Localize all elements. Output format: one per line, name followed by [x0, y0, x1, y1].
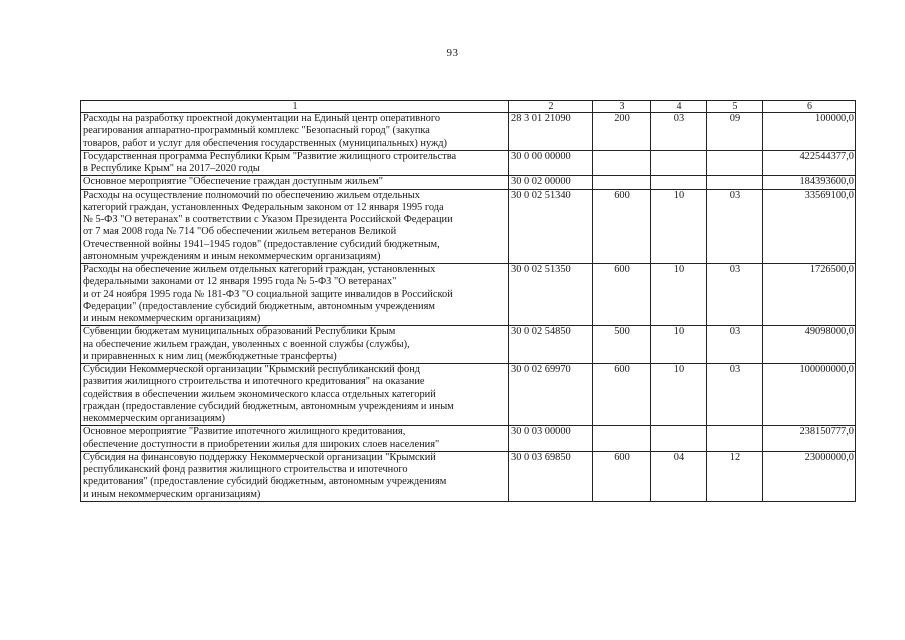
table-row [81, 326, 856, 364]
target-article-code: 30 0 02 69970 [509, 364, 593, 426]
header-col-4: 4 [651, 101, 707, 113]
header-col-2: 2 [509, 101, 593, 113]
description-line: на обеспечение жильем граждан, уволенных с военной службы (службы), [83, 338, 410, 350]
subsection-code [707, 426, 763, 452]
expense-type-code: 600 [593, 264, 651, 326]
subsection-code: 09 [707, 113, 763, 151]
amount-value: 33569100,0 [763, 189, 856, 264]
row-description [81, 451, 509, 501]
description-line: и приравненных к ним лиц (межбюджетные трансферты) [83, 350, 337, 362]
row-description [81, 113, 509, 151]
description-line: кредитования" (предоставление субсидий бюджетным, автономным учреждениям [83, 476, 447, 488]
row-description [81, 426, 509, 452]
amount-value: 100000,0 [763, 113, 856, 151]
description-line: граждан (предоставление субсидий бюджетным, автономным учреждениям и иным [83, 400, 454, 412]
description-line: в Республике Крым" на 2017–2020 годы [83, 163, 260, 174]
description-line: и иным некоммерческим организациям) [83, 488, 261, 500]
expense-type-code: 600 [593, 364, 651, 426]
description-line: № 5-ФЗ "О ветеранах" в соответствии с Указом Президента Российской Федерации [83, 214, 453, 225]
description-line: Субвенции бюджетам муниципальных образований Республики Крым [83, 326, 396, 338]
expense-type-code [593, 176, 651, 189]
description-line: от 7 мая 2008 года № 714 "Об обеспечении жильем ветеранов Великой [83, 226, 397, 238]
table-row [81, 264, 856, 326]
subsection-code: 03 [707, 264, 763, 326]
description-line: Субсидия на финансовую поддержку Некоммерческой организации "Крымский [83, 451, 436, 463]
header-col-1: 1 [81, 101, 509, 113]
subsection-code: 03 [707, 364, 763, 426]
description-line: и иным некоммерческим организациям) [83, 313, 261, 324]
description-line: федеральными законами от 12 января 1995 года № 5-ФЗ "О ветеранах" [83, 276, 397, 288]
subsection-code [707, 150, 763, 176]
expense-type-code [593, 150, 651, 176]
target-article-code: 30 0 03 69850 [509, 451, 593, 501]
amount-value: 422544377,0 [763, 150, 856, 176]
target-article-code: 30 0 02 00000 [509, 176, 593, 189]
description-line: республиканский фонд развития жилищного строительства и ипотечного [83, 464, 408, 475]
description-line: Государственная программа Республики Крым "Развитие жилищного строительства [83, 150, 457, 162]
description-line: категорий граждан, установленных Федеральным законом от 12 января 1995 года [83, 201, 444, 213]
section-code: 03 [651, 113, 707, 151]
description-line: Расходы на осуществление полномочий по обеспечению жильем отдельных [83, 189, 420, 201]
description-line: автономным учреждениям и иным некоммерческим организациям) [83, 250, 381, 262]
table-body [81, 113, 856, 502]
description-line: и от 24 ноября 1995 года № 181-ФЗ "О социальной защите инвалидов в Российской [83, 288, 453, 300]
description-line: содействия в обеспечении жильем экономического класса отдельных категорий [83, 388, 436, 400]
header-col-5: 5 [707, 101, 763, 113]
table-row [81, 364, 856, 426]
section-code: 04 [651, 451, 707, 501]
row-description [81, 364, 509, 426]
target-article-code: 30 0 00 00000 [509, 150, 593, 176]
section-code [651, 150, 707, 176]
table-header-row [81, 101, 856, 113]
table-header [81, 101, 856, 113]
amount-value: 184393600,0 [763, 176, 856, 189]
table-row [81, 176, 856, 189]
description-line: Отечественной войны 1941–1945 годов" (предоставление субсидий бюджетным, [83, 238, 440, 250]
amount-value: 1726500,0 [763, 264, 856, 326]
description-line: некоммерческим организациям) [83, 413, 225, 424]
row-description [81, 150, 509, 176]
section-code [651, 176, 707, 189]
description-line: Расходы на обеспечение жильем отдельных категорий граждан, установленных [83, 264, 436, 275]
section-code: 10 [651, 364, 707, 426]
amount-value: 238150777,0 [763, 426, 856, 452]
description-line: обеспечение доступности в приобретении жилья для широких слоев населения" [83, 438, 440, 450]
section-code: 10 [651, 264, 707, 326]
amount-value: 23000000,0 [763, 451, 856, 501]
row-description [81, 326, 509, 364]
target-article-code: 30 0 02 51340 [509, 189, 593, 264]
description-line: Субсидии Некоммерческой организации "Крымский республиканский фонд [83, 364, 421, 375]
target-article-code: 30 0 02 54850 [509, 326, 593, 364]
row-description [81, 189, 509, 264]
row-description [81, 176, 509, 189]
section-code: 10 [651, 189, 707, 264]
subsection-code: 12 [707, 451, 763, 501]
amount-value: 100000000,0 [763, 364, 856, 426]
description-line: Федерации" (предоставление субсидий бюджетным, автономным учреждениям [83, 300, 435, 312]
section-code: 10 [651, 326, 707, 364]
description-line: развития жилищного строительства и ипотечного кредитования" на оказание [83, 376, 425, 388]
header-col-6: 6 [763, 101, 856, 113]
row-description [81, 264, 509, 326]
table-row [81, 189, 856, 264]
expense-type-code [593, 426, 651, 452]
expense-type-code: 200 [593, 113, 651, 151]
subsection-code: 03 [707, 326, 763, 364]
description-line: Основное мероприятие "Развитие ипотечного жилищного кредитования, [83, 426, 406, 438]
expense-type-code: 500 [593, 326, 651, 364]
description-line: реагирования аппаратно-программный комплекс "Безопасный город" (закупка [83, 125, 430, 137]
subsection-code [707, 176, 763, 189]
header-col-3: 3 [593, 101, 651, 113]
target-article-code: 28 3 01 21090 [509, 113, 593, 151]
subsection-code: 03 [707, 189, 763, 264]
table-row [81, 426, 856, 452]
target-article-code: 30 0 03 00000 [509, 426, 593, 452]
description-line: Расходы на разработку проектной документации на Единый центр оперативного [83, 113, 441, 124]
description-line: товаров, работ и услуг для обеспечения государственных (муниципальных) нужд) [83, 137, 447, 149]
page-number: 93 [446, 47, 459, 59]
budget-table [80, 100, 856, 502]
expense-type-code: 600 [593, 189, 651, 264]
description-line: Основное мероприятие "Обеспечение граждан доступным жильем" [83, 176, 383, 188]
table-row [81, 150, 856, 176]
section-code [651, 426, 707, 452]
target-article-code: 30 0 02 51350 [509, 264, 593, 326]
expense-type-code: 600 [593, 451, 651, 501]
table-row [81, 113, 856, 151]
amount-value: 49098000,0 [763, 326, 856, 364]
table-row [81, 451, 856, 501]
